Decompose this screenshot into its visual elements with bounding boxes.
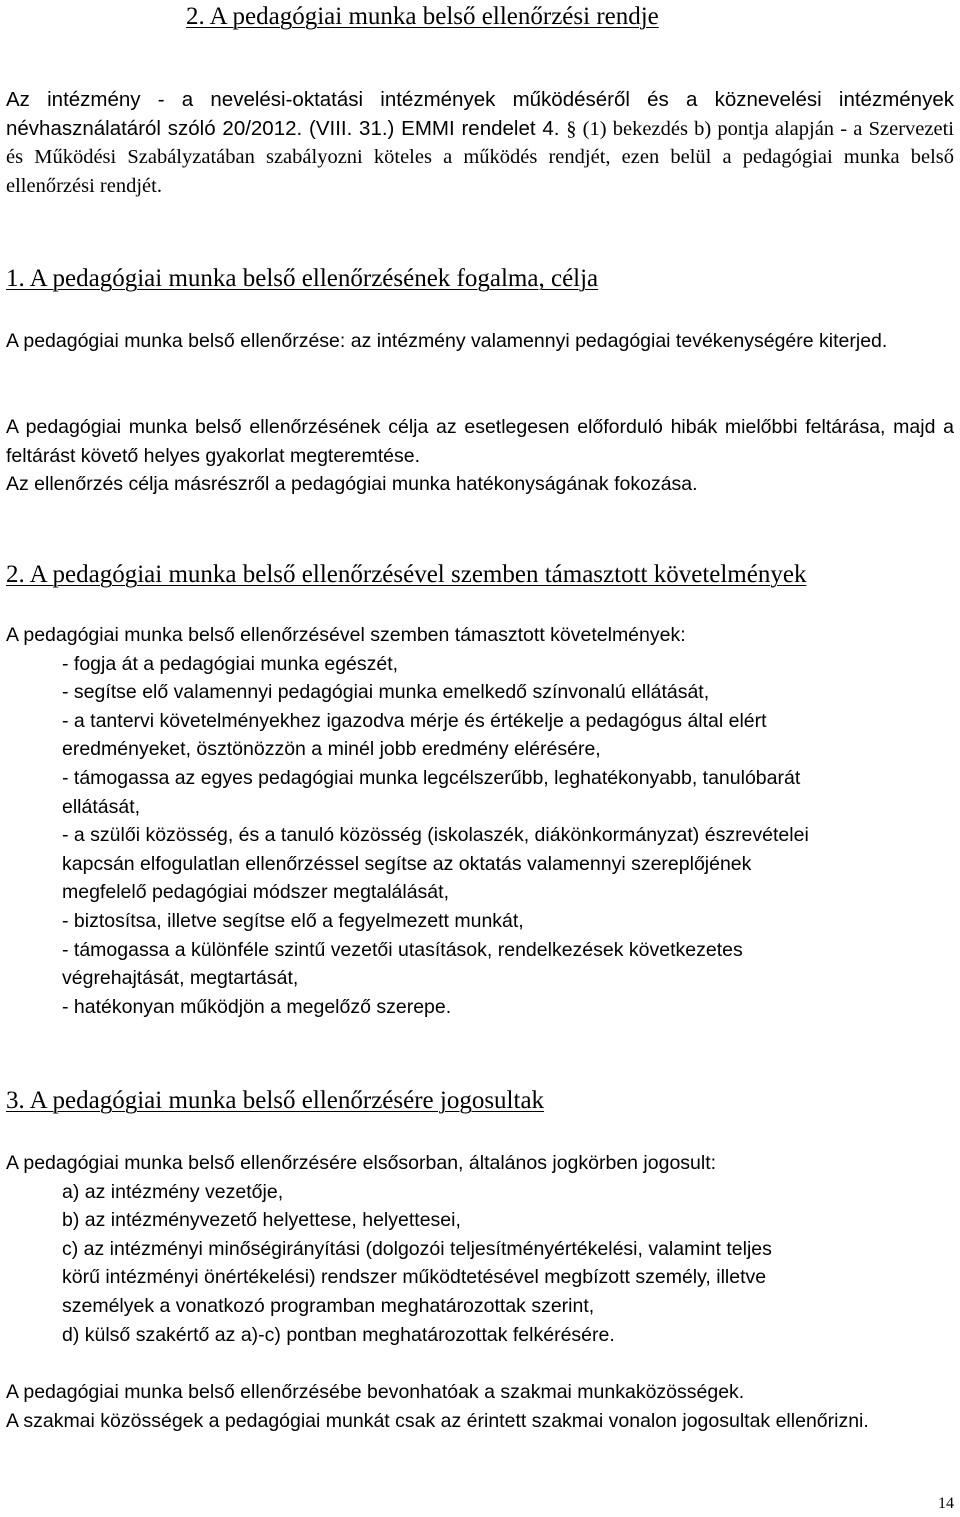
- list-item: d) külső szakértő az a)-c) pontban meghatározottak felkérésére.: [62, 1323, 615, 1346]
- list-item: - biztosítsa, illetve segítse elő a fegyelmezett munkát,: [62, 909, 524, 932]
- section1-p2-line1: A pedagógiai munka belső ellenőrzésének célja az esetlegesen előforduló hibák mielőbbi feltárása, majd a feltárást követő helyes gyakorlat megteremtése.: [6, 416, 954, 467]
- intro-paragraph: [6, 86, 954, 200]
- page-number: 14: [938, 1495, 954, 1512]
- list-item: a) az intézmény vezetője,: [62, 1180, 284, 1203]
- list-item: megfelelő pedagógiai módszer megtalálását,: [62, 881, 449, 904]
- list-item: körű intézményi önértékelési) rendszer működtetésével megbízott személy, illetve: [62, 1266, 767, 1289]
- section3-closing1: A pedagógiai munka belső ellenőrzésébe bevonhatóak a szakmai munkaközösségek.: [6, 1381, 745, 1403]
- list-item: - támogassa a különféle szintű vezetői utasítások, rendelkezések következetes: [62, 938, 743, 961]
- list-item: - támogassa az egyes pedagógiai munka legcélszerűbb, leghatékonyabb, tanulóbarát: [62, 766, 801, 789]
- list-item: - segítse elő valamennyi pedagógiai munka emelkedő színvonalú ellátását,: [62, 681, 710, 704]
- list-item: c) az intézményi minőségirányítási (dolgozói teljesítményértékelési, valamint teljes: [62, 1237, 772, 1260]
- section3-list: [6, 1149, 954, 1349]
- list-item: végrehajtását, megtartását,: [62, 967, 299, 990]
- list-item: ellátását,: [62, 795, 141, 818]
- list-item: - fogja át a pedagógiai munka egészét,: [62, 652, 399, 675]
- list-item: személyek a vonatkozó programban meghatározottak szerint,: [62, 1294, 595, 1317]
- section3-title: 3. A pedagógiai munka belső ellenőrzésére jogosultak: [6, 1087, 545, 1114]
- section1-p2-line2: Az ellenőrzés célja másrészről a pedagógiai munka hatékonyságának fokozása.: [6, 473, 698, 496]
- section3-closing2: A szakmai közösségek a pedagógiai munkát csak az érintett szakmai vonalon jogosultak ellenőrizni.: [6, 1409, 869, 1432]
- list-item: - hatékonyan működjön a megelőző szerepe.: [62, 995, 452, 1018]
- list-item: kapcsán elfogulatlan ellenőrzéssel segítse az oktatás valamennyi szereplőjének: [62, 852, 752, 875]
- intro-part2: § (1) bekezdés b) pontja alapján - a Szervezeti és Működési Szabályzatában szabályozni köteles a működés rendjét, ezen belül a pedagógiai munka belső ellenőrzési rendjét.: [6, 117, 954, 197]
- section2-title: 2. A pedagógiai munka belső ellenőrzésével szemben támasztott követelmények: [6, 561, 807, 588]
- section2-lead: A pedagógiai munka belső ellenőrzésével szemben támasztott követelmények:: [6, 624, 686, 646]
- list-item: b) az intézményvezető helyettese, helyettesei,: [62, 1209, 461, 1232]
- list-item: - a tantervi követelményekhez igazodva mérje és értékelje a pedagógus által elért: [62, 709, 767, 732]
- section2-list: [6, 621, 954, 1021]
- section1-paragraph1: A pedagógiai munka belső ellenőrzése: az intézmény valamennyi pedagógiai tevékenységére kiterjed.: [6, 330, 888, 352]
- section1-title: 1. A pedagógiai munka belső ellenőrzésének fogalma, célja: [6, 265, 599, 292]
- section1-paragraph2: [6, 413, 954, 499]
- section3-lead: A pedagógiai munka belső ellenőrzésére elsősorban, általános jogkörben jogosult:: [6, 1152, 717, 1174]
- list-item: eredményeket, ösztönözzön a minél jobb eredmény elérésére,: [62, 738, 601, 761]
- section3-closing: [6, 1378, 954, 1435]
- list-item: - a szülői közösség, és a tanuló közösség (iskolaszék, diákönkormányzat) észrevételei: [62, 824, 809, 847]
- intro-part1: Az intézmény - a nevelési-oktatási intézmények működéséről és a köznevelési intézmények névhasználatáról szóló 20/2012. (VIII. 31.) EMMI rendelet 4.: [6, 88, 954, 140]
- main-title: 2. A pedagógiai munka belső ellenőrzési rendje: [186, 3, 659, 30]
